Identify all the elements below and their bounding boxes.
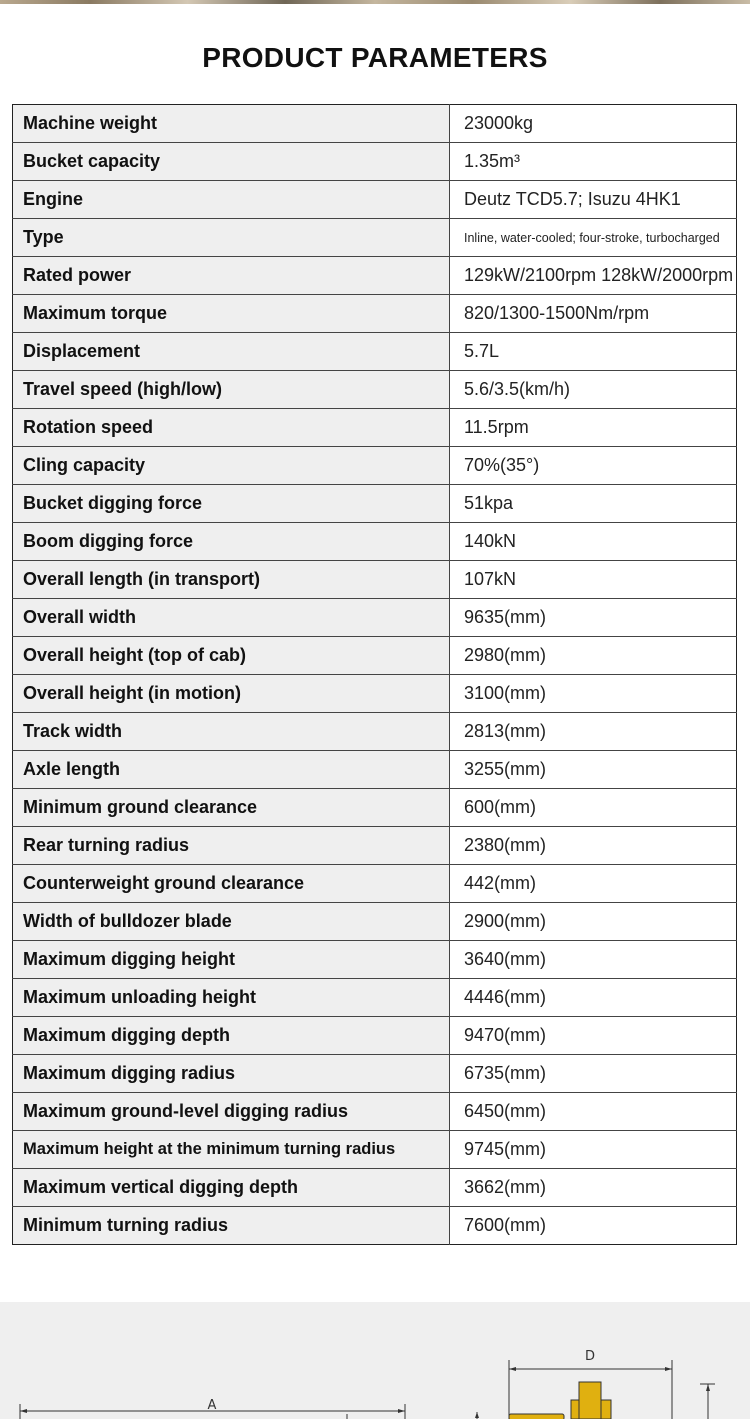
parameter-label: Boom digging force <box>13 523 450 561</box>
parameter-value: 3640(mm) <box>450 941 737 979</box>
parameter-row <box>13 1169 737 1207</box>
dimension-label-d: D <box>584 1349 596 1364</box>
parameter-label: Width of bulldozer blade <box>13 903 450 941</box>
parameter-row <box>13 295 737 333</box>
parameter-row <box>13 713 737 751</box>
parameter-value: 23000kg <box>450 105 737 143</box>
parameter-row <box>13 105 737 143</box>
parameter-row <box>13 1017 737 1055</box>
parameter-row <box>13 751 737 789</box>
parameter-label: Maximum height at the minimum turning radius <box>13 1131 450 1169</box>
parameter-label: Maximum digging height <box>13 941 450 979</box>
parameter-label: Engine <box>13 181 450 219</box>
arrow-left-icon <box>509 1367 516 1371</box>
parameter-label: Overall height (top of cab) <box>13 637 450 675</box>
dimension-drawing <box>0 1302 750 1419</box>
parameter-value: 3662(mm) <box>450 1169 737 1207</box>
parameter-label: Rated power <box>13 257 450 295</box>
parameter-row <box>13 827 737 865</box>
parameter-label: Travel speed (high/low) <box>13 371 450 409</box>
parameter-label: Overall length (in transport) <box>13 561 450 599</box>
arrow-right-icon <box>665 1367 672 1371</box>
parameter-label: Minimum turning radius <box>13 1207 450 1245</box>
parameter-row <box>13 1055 737 1093</box>
parameter-label: Maximum torque <box>13 295 450 333</box>
header-photo-strip <box>0 0 750 4</box>
parameter-label: Counterweight ground clearance <box>13 865 450 903</box>
parameter-row <box>13 219 737 257</box>
parameter-label: Maximum ground-level digging radius <box>13 1093 450 1131</box>
parameter-label: Displacement <box>13 333 450 371</box>
parameter-label: Overall height (in motion) <box>13 675 450 713</box>
parameter-value: 2900(mm) <box>450 903 737 941</box>
dimension-diagram <box>0 1302 750 1419</box>
parameter-row <box>13 675 737 713</box>
parameter-row <box>13 599 737 637</box>
parameter-label: Type <box>13 219 450 257</box>
parameter-row <box>13 903 737 941</box>
parameter-label: Maximum vertical digging depth <box>13 1169 450 1207</box>
parameter-row <box>13 1207 737 1245</box>
parameter-row <box>13 789 737 827</box>
excavator-front-view <box>509 1382 611 1419</box>
parameter-label: Maximum digging depth <box>13 1017 450 1055</box>
parameter-value: 2980(mm) <box>450 637 737 675</box>
parameter-label: Overall width <box>13 599 450 637</box>
parameter-row <box>13 865 737 903</box>
parameter-value: 107kN <box>450 561 737 599</box>
parameter-row <box>13 371 737 409</box>
parameter-label: Machine weight <box>13 105 450 143</box>
parameter-label: Rotation speed <box>13 409 450 447</box>
parameter-row <box>13 333 737 371</box>
parameter-value: 600(mm) <box>450 789 737 827</box>
parameter-value: Deutz TCD5.7; Isuzu 4HK1 <box>450 181 737 219</box>
parameter-value: 51kpa <box>450 485 737 523</box>
parameter-value: 7600(mm) <box>464 1215 547 1235</box>
parameter-label: Axle length <box>13 751 450 789</box>
parameter-row <box>13 523 737 561</box>
parameter-label: Bucket capacity <box>13 143 450 181</box>
parameters-table <box>12 104 737 1245</box>
parameter-value: 2813(mm) <box>450 713 737 751</box>
parameter-row <box>13 1131 737 1169</box>
parameter-label: Maximum digging radius <box>13 1055 450 1093</box>
parameter-row <box>13 941 737 979</box>
parameter-value: 442(mm) <box>450 865 737 903</box>
parameter-label: Track width <box>13 713 450 751</box>
parameter-label: Maximum unloading height <box>13 979 450 1017</box>
parameter-row <box>13 561 737 599</box>
parameter-row <box>13 485 737 523</box>
parameter-value: 5.7L <box>450 333 737 371</box>
parameter-value: 6450(mm) <box>450 1093 737 1131</box>
parameter-label: Cling capacity <box>13 447 450 485</box>
parameter-label: Bucket digging force <box>13 485 450 523</box>
parameter-row <box>13 409 737 447</box>
parameter-row <box>13 1093 737 1131</box>
parameter-value: 3100(mm) <box>450 675 737 713</box>
parameter-value: 4446(mm) <box>450 979 737 1017</box>
parameter-row <box>13 447 737 485</box>
page-title: PRODUCT PARAMETERS <box>202 42 548 73</box>
parameter-value: 9635(mm) <box>450 599 737 637</box>
parameter-value: 11.5rpm <box>450 409 737 447</box>
parameter-value: 129kW/2100rpm 128kW/2000rpm <box>450 257 737 295</box>
parameter-value: 6735(mm) <box>450 1055 737 1093</box>
parameter-row <box>13 979 737 1017</box>
arrow-left-icon <box>20 1409 27 1413</box>
parameter-value: 9470(mm) <box>450 1017 737 1055</box>
parameter-value: 9745(mm) <box>450 1131 737 1169</box>
parameter-row <box>13 181 737 219</box>
parameter-value: 5.6/3.5(km/h) <box>450 371 737 409</box>
arrow-up-icon <box>706 1384 710 1391</box>
parameter-value: 2380(mm) <box>450 827 737 865</box>
parameter-value: 3255(mm) <box>450 751 737 789</box>
parameter-row <box>13 257 737 295</box>
parameter-row <box>13 143 737 181</box>
dimension-label-a: A <box>207 1398 217 1413</box>
arrow-up-icon <box>475 1412 479 1418</box>
parameter-label: Minimum ground clearance <box>13 789 450 827</box>
parameter-value: 1.35m³ <box>450 143 737 181</box>
parameter-value: 820/1300-1500Nm/rpm <box>450 295 737 333</box>
arrow-right-icon <box>398 1409 405 1413</box>
parameter-value: Inline, water-cooled; four-stroke, turbocharged <box>450 219 737 257</box>
parameter-value: 140kN <box>450 523 737 561</box>
parameter-row <box>13 637 737 675</box>
parameter-value: 70%(35°) <box>450 447 737 485</box>
parameter-label: Rear turning radius <box>13 827 450 865</box>
